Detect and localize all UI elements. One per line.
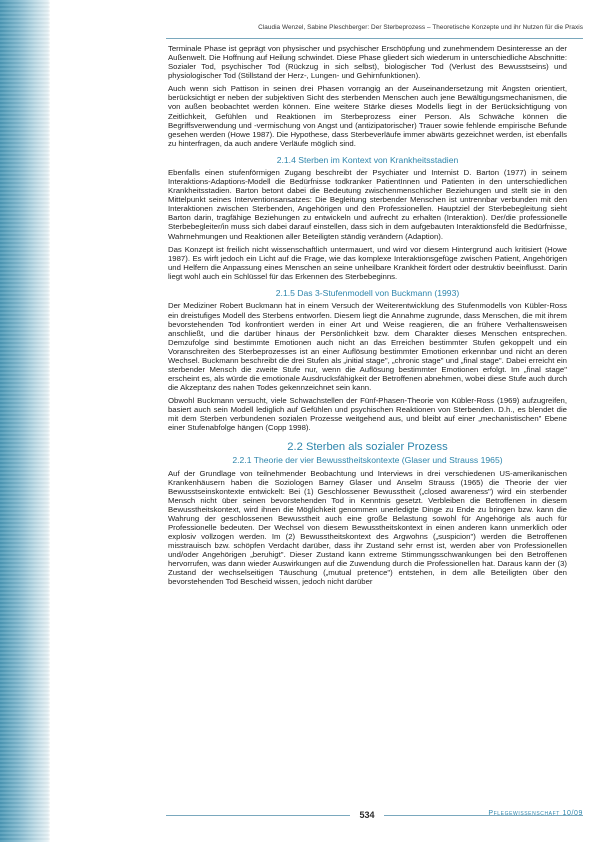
decorative-side-band bbox=[0, 0, 50, 842]
paragraph: Auf der Grundlage von teilnehmender Beobachtung und Interviews in drei verschiedenen US-amerikanischen Krankenhäusern haben die Soziologen Barney Glaser und Anselm Strauss (1965) die Theorie der vier Bewusstseinskontexte entwickelt: Bei (1) Geschlossener Bewusstheit („closed awareness") wird ein sterbender Mensch nicht über seinen bevorstehenden Tod in Kenntnis gesetzt. Verbleiben die Betroffenen in diesem Bewusstheitskontext, wird ihnen die Möglichkeit genommen unerledigte Dinge zu Ende zu bringen bzw. kann die Wahrung der geschlossenen Bewusstheit auch eine große Belastung sowohl für Angehörige als auch für Professionelle bedeuten. Der Wechsel von diesem Bewusstheitskontext in einen anderen kann unmerklich oder explosiv vollzogen werden. Im (2) Bewusstheitskontext des Argwohns („suspicion") werden die Betroffenen misstrauisch bzw. schöpfen Verdacht darüber, dass ihr Zustand sehr ernst ist, werden aber von Professionellen und/oder Angehörigen „beruhigt". Dieser Zustand kann extreme Stimmungsschwankungen bei den Betroffenen hervorrufen, was dann wieder Auswirkungen auf die Zuwendung durch die Professionellen hat. Daraus kann der (3) Zustand der wechselseitigen Täuschung („mutual pretence") entstehen, in dem alle Beteiligten über den bevorstehenden Tod Bescheid wissen, jedoch nicht darüber bbox=[168, 468, 567, 587]
page-number: 534 bbox=[350, 808, 384, 822]
running-head: Claudia Wenzel, Sabine Pleschberger: Der Sterbeprozess – Theoretische Konzepte und ihr Nutzen für die Praxis bbox=[258, 24, 583, 31]
paragraph: Der Mediziner Robert Buckmann hat in einem Versuch der Weiterentwicklung des Stufenmodells von Kübler-Ross ein dreistufiges Modell des Sterbens entworfen. Diesem liegt die Annahme zugrunde, dass Menschen, die mit ihrem bevorstehenden Tod konfrontiert werden in einer Art und Weise reagieren, die an frühere Verhaltensweisen anschließt, und die darüber hinaus der Persönlichkeit bzw. dem Charakter dieses Menschen entsprechen. Demzufolge sind bestimmte Emotionen auch nicht an das Erreichen bestimmter Stufen gekoppelt und ein Voranschreiten des Sterbeprozesses ist an einer Auflösung bestimmter Emotionen erkennbar und nicht an deren Wechsel. Buckmann beschreibt die drei Stufen als „initial stage", „chronic stage" und „final stage". Dabei erreicht ein sterbender Mensch die zweite Stufe nur, wenn die Auflösung bestimmter Emotionen erfolgt. Im „final stage" erscheint es, als würde die emotionale Ausdrucksfähigkeit der Betroffenen abnehmen, wobei diese Stufe auch durch die Akzeptanz des nahen Todes gekennzeichnet sein kann. bbox=[168, 301, 567, 392]
journal-name: Pflegewissenschaft 10/09 bbox=[488, 810, 583, 817]
article-body bbox=[168, 44, 567, 591]
section-heading-2-2: 2.2 Sterben als sozialer Prozess bbox=[287, 441, 448, 454]
paragraph: Terminale Phase ist geprägt von physischer und psychischer Erschöpfung und zunehmendem Desinteresse an der Außenwelt. Die Hoffnung auf Heilung schwindet. Diese Phase gliedert sich wiederum in unterschiedliche Abschnitte: Sozialer Tod, psychischer Tod (Rückzug in sich selbst), biologischer Tod (Verlust des Bewusstseins) und physiologischer Tod (Stillstand der Herz-, Lungen- und Gehirnfunktionen). bbox=[168, 44, 567, 81]
paragraph: Das Konzept ist freilich nicht wissenschaftlich untermauert, und wird vor diesem Hintergrund auch kritisiert (Howe 1987). Es wirft jedoch ein Licht auf die Frage, wie das komplexe Interaktionsgefüge zwischen Patient, Angehörigen und Helfern die Anpassung eines Menschen an seine unheilbare Krankheit fördert oder destruktiv beeinflusst. Darin liegt wohl auch ein Schlüssel für das Erkennen des Sterbebeginns. bbox=[168, 244, 567, 281]
paragraph: Obwohl Buckmann versucht, viele Schwachstellen der Fünf-Phasen-Theorie von Kübler-Ross (1969) aufzugreifen, basiert auch sein Modell lediglich auf Gefühlen und psychischen Reaktionen von Sterbenden. D.h., es blendet die mit dem Sterben verbundenen sozialen Prozesse weitgehend aus, und bleibt auf einer „mechanistischen" Ebene einer Stufenabfolge hängen (Copp 1998). bbox=[168, 396, 567, 433]
subsection-heading-2-1-5: 2.1.5 Das 3-Stufenmodell von Buckmann (1993) bbox=[275, 287, 460, 298]
paragraph: Ebenfalls einen stufenförmigen Zugang beschreibt der Psychiater und Internist D. Barton (1977) in seinem Interaktions-Adaptions-Modell die Bedürfnisse todkranker PatientInnen und Patienten in den unterschiedlichen Krankheitsstadien. Barton betont dabei die Bedeutung zwischenmenschlicher Beziehungen und stellt sie in den Mittelpunkt seines Interventionsansatzes: Die Begleitung sterbender Menschen ist untrennbar verbunden mit den Interaktionen zwischen Sterbenden, Angehörigen und den Professionellen. Hauptziel der Sterbebegleitung sieht Barton darin, tragfähige Beziehungen zu entwickeln und aufrecht zu erhalten (Interaktion). Der/die professionelle Sterbebegleiter/in muss sich dabei darauf einstellen, dass sich in dem aufgebauten Interaktionsfeld die Bedürfnisse, Wahrnehmungen und Reaktionen aller Beteiligten ständig verändern (Adaption). bbox=[168, 168, 567, 241]
subsection-heading-2-2-1: 2.2.1 Theorie der vier Bewusstheitskontexte (Glaser und Strauss 1965) bbox=[232, 455, 503, 466]
header-rule bbox=[166, 38, 583, 39]
paragraph: Auch wenn sich Pattison in seinen drei Phasen vorrangig an der Auseinandersetzung mit Ängsten orientiert, berücksichtigt er neben der subjektiven Sicht des sterbenden Menschen auch jene Bewältigungsmechanismen, die von außen beobachtet werden können. Eine weitere Stärke dieses Modells liegt in der Berücksichtigung von Zeitlichkeit, Gefühlen und Reaktionen im Sterbeprozess einer Person. Als Schwäche können die Begriffsverwendung und -vermischung von Angst und (antizipatorischer) Trauer sowie fehlende empirische Befunde gesehen werden (Howe 1987). Die Hypothese, dass Sterbeverläufe immer abwärts gezeichnet werden, ist ebenfalls zu hinterfragen, da auch andere Verläufe möglich sind. bbox=[168, 84, 567, 148]
subsection-heading-2-1-4: 2.1.4 Sterben im Kontext von Krankheitsstadien bbox=[276, 154, 459, 165]
